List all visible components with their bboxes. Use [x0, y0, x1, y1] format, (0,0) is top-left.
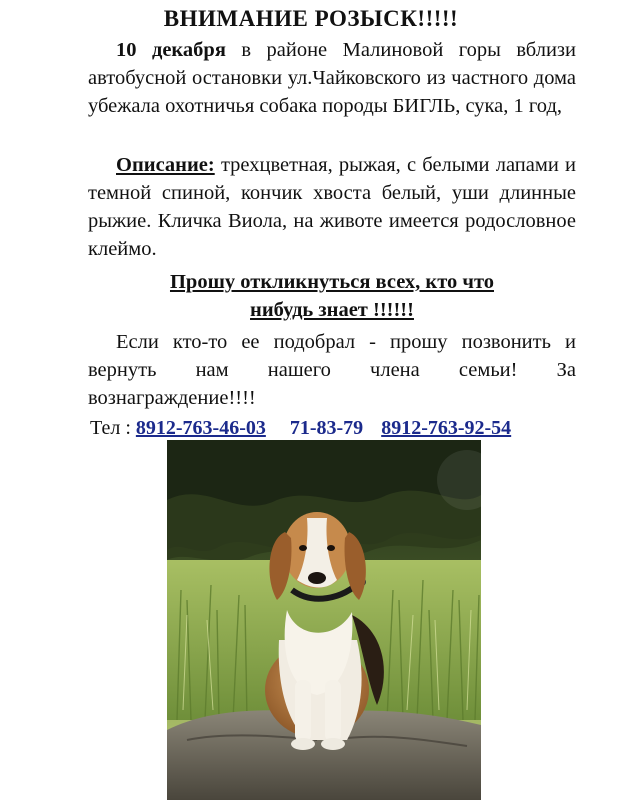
phone-label: Тел :: [90, 417, 136, 439]
poster-title: ВНИМАНИЕ РОЗЫСК!!!!!: [163, 6, 459, 31]
intro-text: в районе Малиновой горы вблизи автобусной остановки ул.Чайковского из частного дома убежала охотничья собака породы БИГЛЬ, сука, 1 год,: [88, 39, 576, 117]
description-label: Описание:: [116, 154, 215, 176]
appeal-line-1: Прошу откликнуться всех, кто что: [169, 271, 494, 293]
phone-2: 71-83-79: [289, 417, 364, 439]
contact-line: [90, 414, 580, 442]
lost-date: 10 декабря: [116, 39, 226, 61]
phone-3[interactable]: 8912-763-92-54: [381, 417, 512, 439]
description-text: трехцветная, рыжая, с белыми лапами и темной спиной, кончик хвоста белый, уши длинные рыжие. Кличка Виола, на животе имеется родословное клеймо.: [88, 154, 576, 260]
intro-paragraph: [88, 36, 576, 120]
dog-photo: [167, 440, 481, 800]
request-text: Если кто-то ее подобрал - прошу позвонить и вернуть нам нашего члена семьи! За вознаграждение!!!!: [88, 331, 576, 409]
phone-1[interactable]: 8912-763-46-03: [135, 417, 266, 439]
description-paragraph: [88, 151, 576, 263]
request-paragraph: [88, 328, 576, 412]
appeal-line-2: нибудь знает !!!!!!: [250, 299, 414, 321]
